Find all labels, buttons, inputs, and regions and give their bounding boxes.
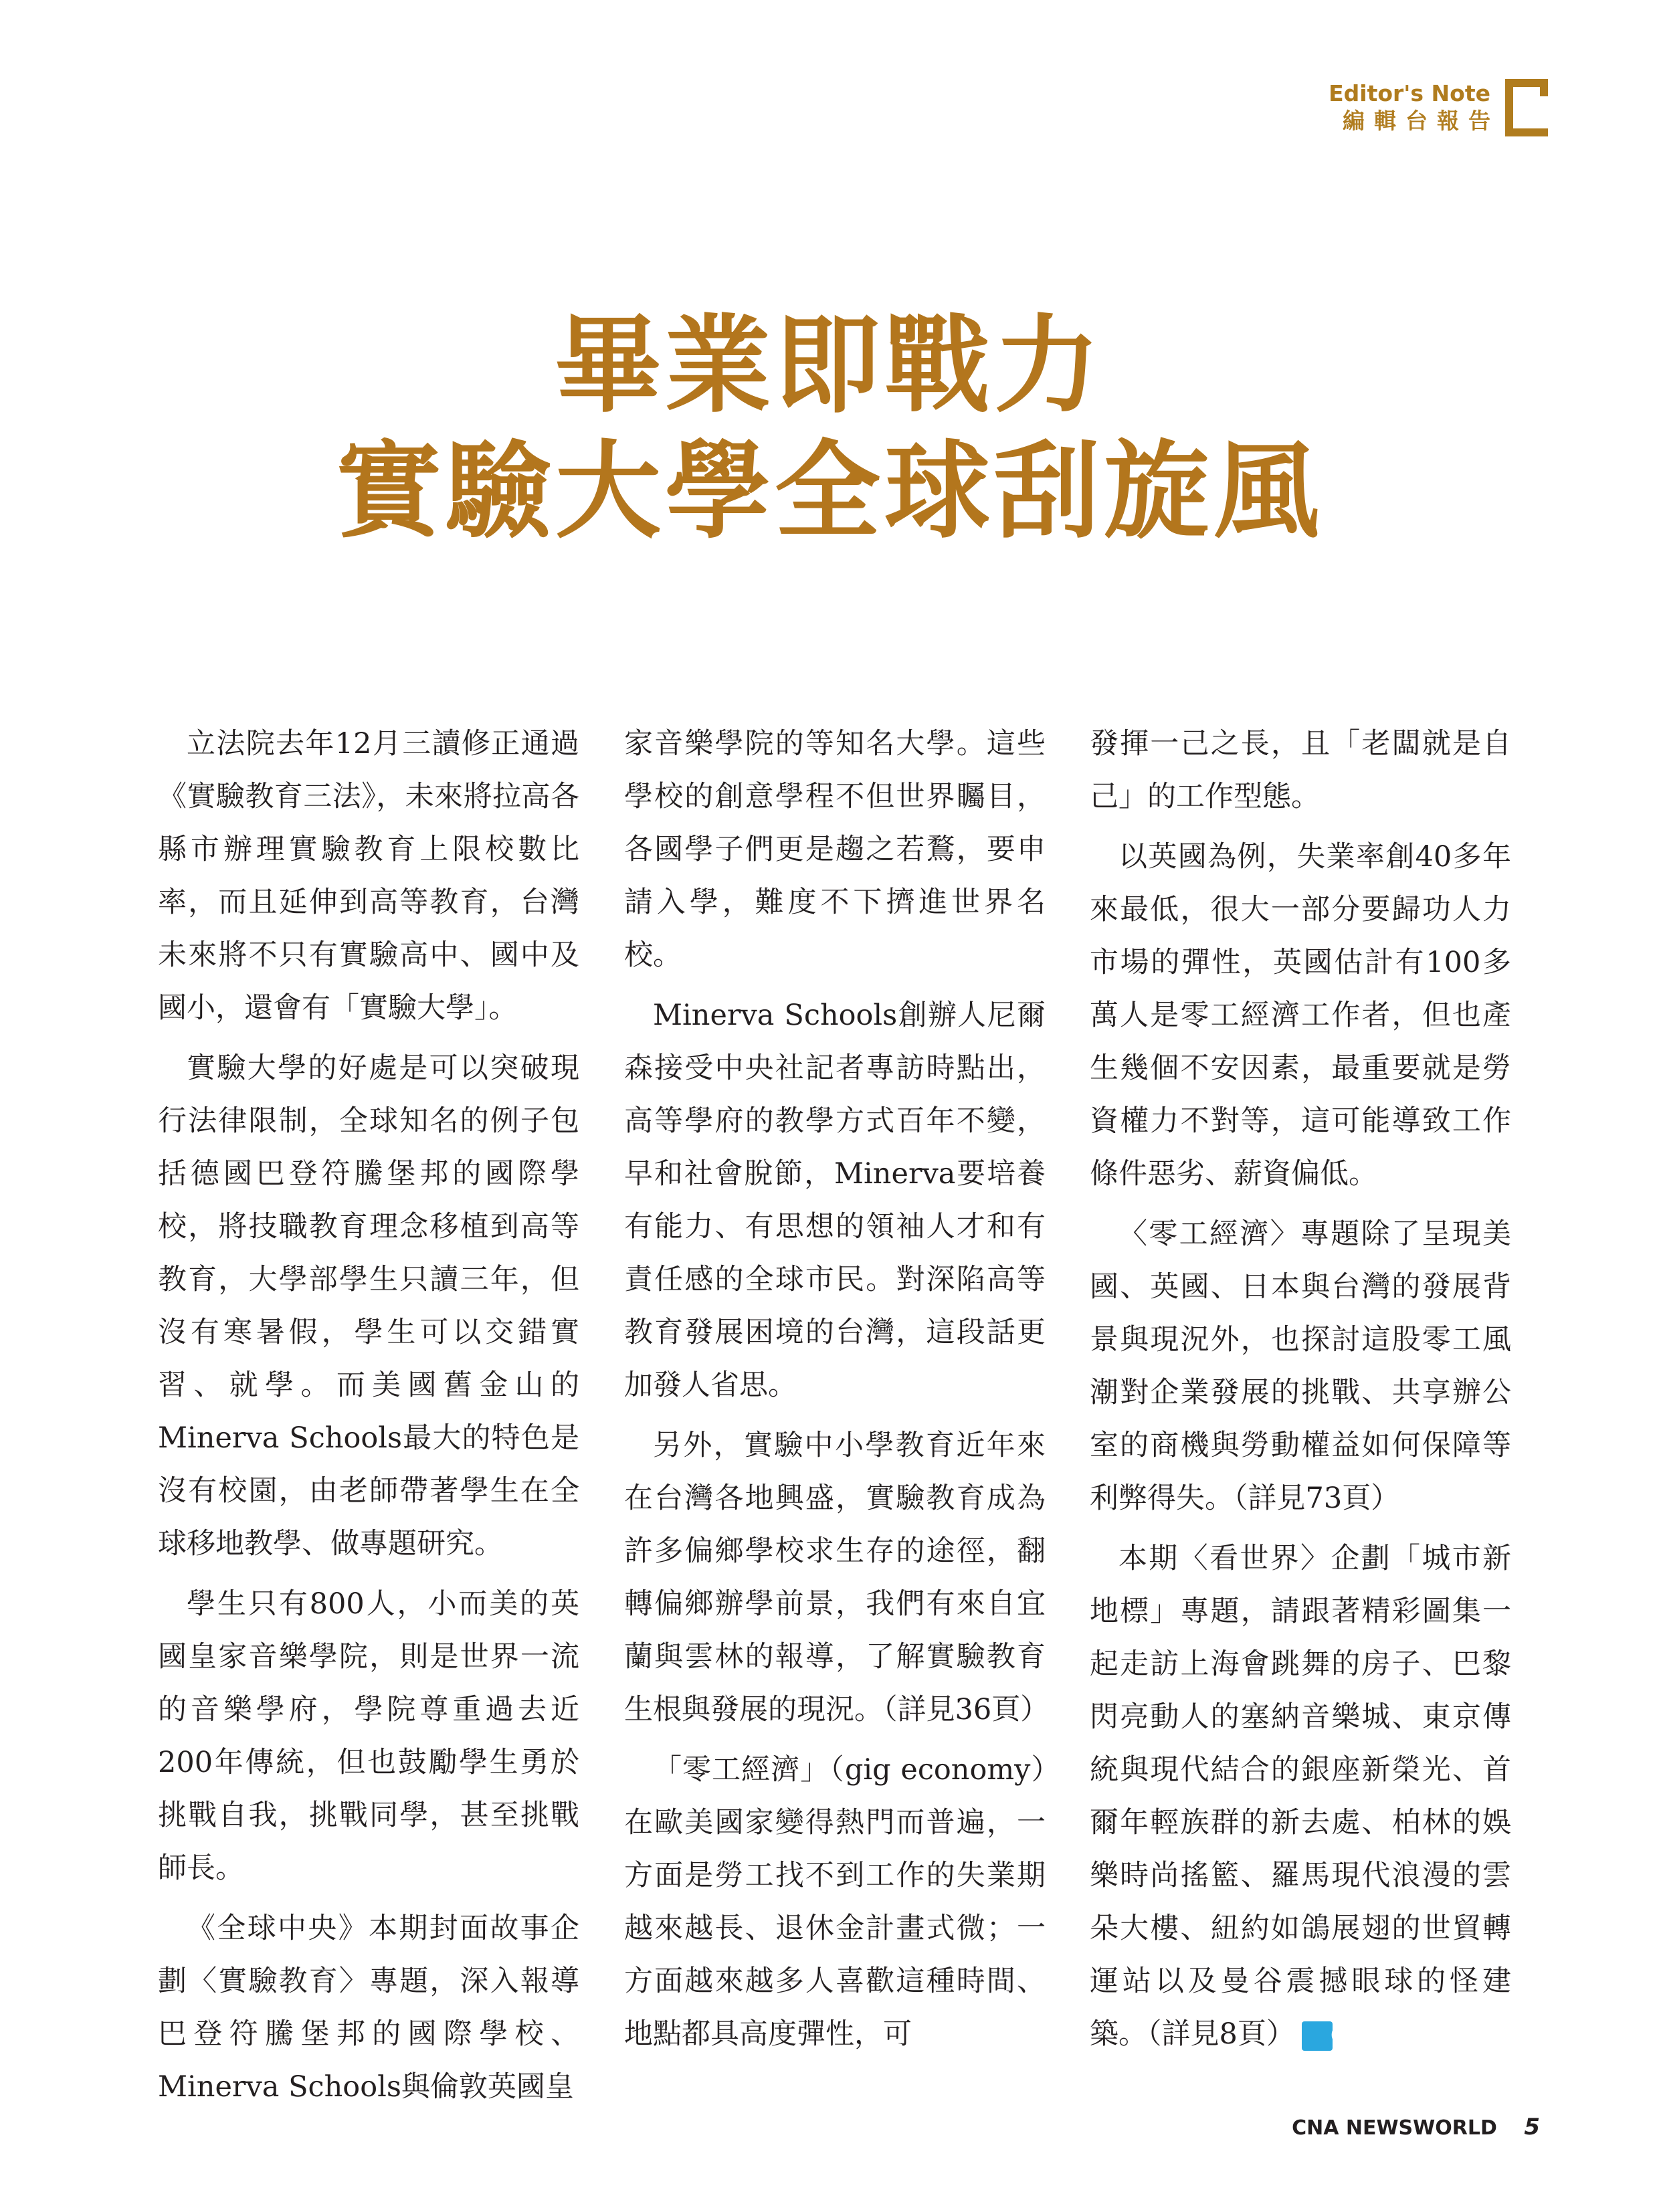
- bracket-logo-icon: [1505, 79, 1548, 136]
- paragraph: 學生只有800人，小而美的英國皇家音樂學院，則是世界一流的音樂學府，學院尊重過去近200年傳統，但也鼓勵學生勇於挑戰自我，挑戰同學，甚至挑戰師長。: [158, 1587, 579, 1885]
- headline-line-1: 畢業即戰力: [555, 304, 1104, 427]
- paragraph: 發揮一己之長，且「老闆就是自己」的工作型態。: [1090, 727, 1511, 813]
- paragraph: Minerva Schools創辦人尼爾森接受中央社記者專訪時點出，高等學府的教學方式百年不變，早和社會脫節，Minerva要培養有能力、有思想的領袖人才和有責任感的全球市民。對深陷高等教育發展困境的台灣，這段話更加發人省思。: [624, 999, 1046, 1402]
- section-title-en: Editor's Note: [1329, 80, 1490, 106]
- section-header: [1329, 79, 1548, 136]
- page-number: 5: [1524, 2114, 1540, 2140]
- article-column-3: [1090, 718, 1511, 2068]
- paragraph: 《全球中央》本期封面故事企劃〈實驗教育〉專題，深入報導巴登符騰堡邦的國際學校、Minerva Schools與倫敦英國皇: [158, 1912, 579, 2104]
- publication-name: CNA NEWSWORLD: [1292, 2116, 1497, 2140]
- paragraph: 「零工經濟」（gig economy）在歐美國家變得熱門而普遍，一方面是勞工找不到工作的失業期越來越長、退休金計畫式微；一方面越來越多人喜歡這種時間、地點都具高度彈性，可: [624, 1753, 1046, 2051]
- article-column-1: [158, 718, 579, 2121]
- paragraph-text: 本期〈看世界〉企劃「城市新地標」專題，請跟著精彩圖集一起走訪上海會跳舞的房子、巴黎閃亮動人的塞納音樂城、東京傳統與現代結合的銀座新榮光、首爾年輕族群的新去處、柏林的娛樂時尚搖籃、羅馬現代浪漫的雲朵大樓、紐約如鴿展翅的世貿轉運站以及曼谷震撼眼球的怪建築。（詳見8頁）: [1090, 1542, 1511, 2051]
- article-column-2: [624, 718, 1050, 2068]
- headline-line-2: 實驗大學全球刮旋風: [336, 429, 1323, 553]
- paragraph: 立法院去年12月三讀修正通過《實驗教育三法》，未來將拉高各縣市辦理實驗教育上限校數比率，而且延伸到高等教育，台灣未來將不只有實驗高中、國中及國小，還會有「實驗大學」。: [158, 727, 579, 1025]
- page-footer: [1292, 2114, 1540, 2140]
- section-title-zh: 編輯台報告: [1343, 108, 1500, 134]
- paragraph: 家音樂學院的等知名大學。這些學校的創意學程不但世界矚目，各國學子們更是趨之若鶩，要申請入學，難度不下擠進世界名校。: [624, 727, 1046, 972]
- end-mark-icon: C: [1302, 2021, 1333, 2051]
- paragraph: 〈零工經濟〉專題除了呈現美國、英國、日本與台灣的發展背景與現況外，也探討這股零工風潮對企業發展的挑戰、共享辦公室的商機與勞動權益如何保障等利弊得失。（詳見73頁）: [1090, 1217, 1511, 1515]
- section-labels: [1329, 80, 1500, 135]
- last-paragraph: [1090, 1532, 1511, 2061]
- paragraph: 另外，實驗中小學教育近年來在台灣各地興盛，實驗教育成為許多偏鄉學校求生存的途徑，翻轉偏鄉辦學前景，我們有來自宜蘭與雲林的報導，了解實驗教育生根與發展的現況。（詳見36頁）: [624, 1429, 1050, 1726]
- paragraph: 以英國為例，失業率創40多年來最低，很大一部分要歸功人力市場的彈性，英國估計有100多萬人是零工經濟工作者，但也產生幾個不安因素，最重要就是勞資權力不對等，這可能導致工作條件惡劣、薪資偏低。: [1090, 840, 1511, 1191]
- paragraph: 實驗大學的好處是可以突破現行法律限制，全球知名的例子包括德國巴登符騰堡邦的國際學校，將技職教育理念移植到高等教育，大學部學生只讀三年，但沒有寒暑假，學生可以交錯實習、就學。而美國舊金山的Minerva Schools最大的特色是沒有校園，由老師帶著學生在全球移地教學、做專題研究。: [158, 1051, 579, 1561]
